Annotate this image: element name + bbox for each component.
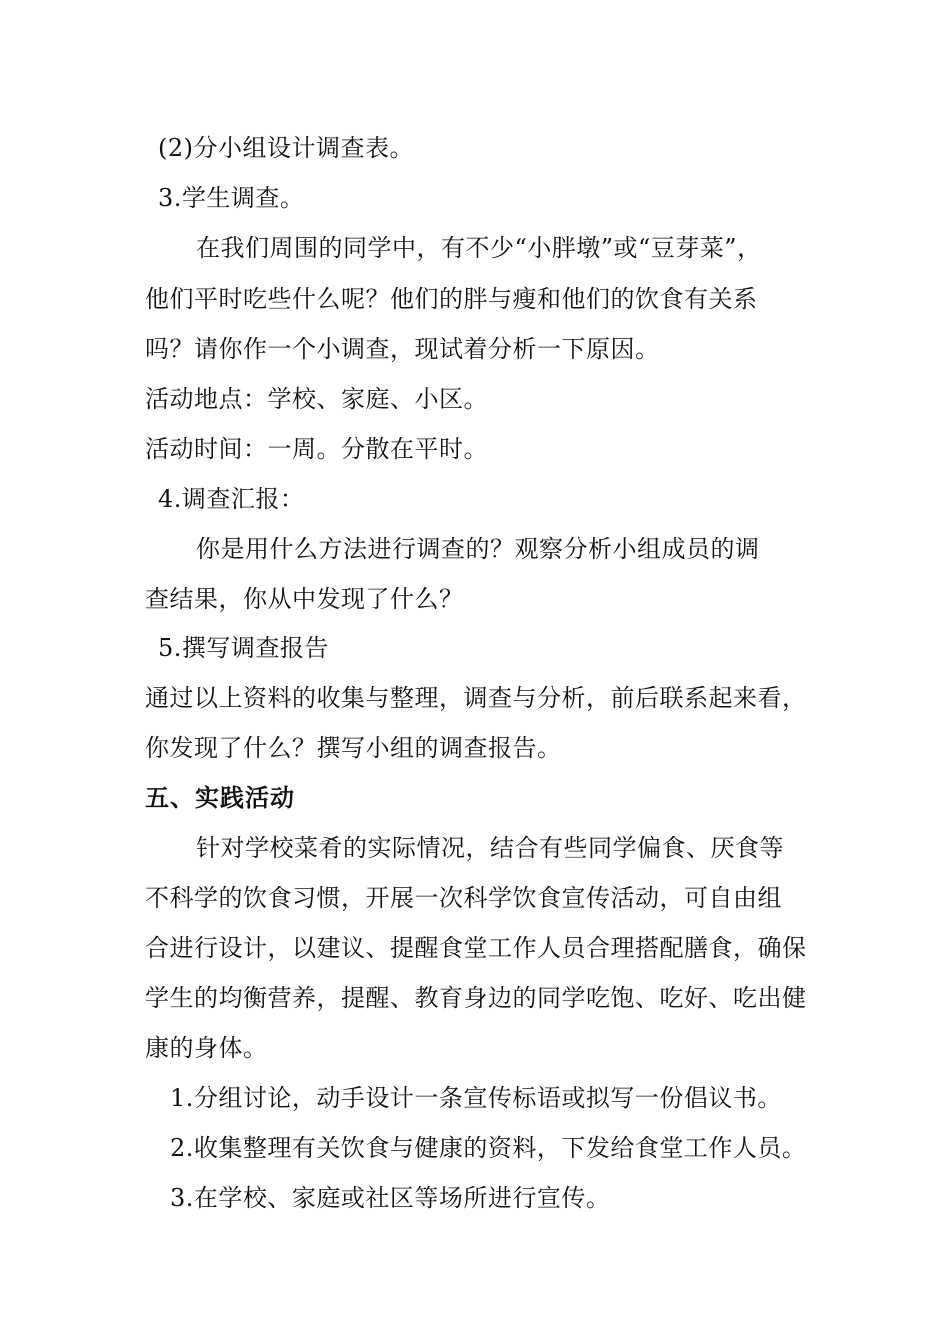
section-heading: 五、实践活动 — [145, 784, 295, 812]
text-line: 1.分组讨论，动手设计一条宣传标语或拟写一份倡议书。 — [170, 1084, 782, 1112]
text-line: 3.在学校、家庭或社区等场所进行宣传。 — [170, 1184, 611, 1212]
text-line: 活动地点：学校、家庭、小区。 — [145, 385, 488, 413]
text-line: (2)分小组设计调查表。 — [158, 134, 414, 162]
text-line: 查结果，你从中发现了什么？ — [145, 585, 464, 613]
text-line: 他们平时吃些什么呢？他们的胖与瘦和他们的饮食有关系 — [145, 285, 758, 313]
text-line: 学生的均衡营养，提醒、教育身边的同学吃饱、吃好、吃出健 — [145, 984, 807, 1012]
text-line: 吗？请你作一个小调查，现试着分析一下原因。 — [145, 335, 660, 363]
text-line: 2.收集整理有关饮食与健康的资料，下发给食堂工作人员。 — [170, 1134, 807, 1162]
text-line: 4.调查汇报： — [158, 485, 305, 513]
text-line: 你是用什么方法进行调查的？观察分析小组成员的调 — [196, 535, 760, 563]
text-line: 活动时间：一周。分散在平时。 — [145, 435, 488, 463]
text-line: 针对学校菜肴的实际情况，结合有些同学偏食、厌食等 — [196, 834, 784, 862]
text-line: 5.撰写调查报告 — [158, 634, 329, 662]
text-line: 合进行设计，以建议、提醒食堂工作人员合理搭配膳食，确保 — [145, 934, 807, 962]
text-line: 不科学的饮食习惯，开展一次科学饮食宣传活动，可自由组 — [145, 884, 782, 912]
text-line: 康的身体。 — [145, 1034, 268, 1062]
text-line: 通过以上资料的收集与整理，调查与分析，前后联系起来看， — [145, 684, 807, 712]
text-line: 在我们周围的同学中，有不少“小胖墩”或“豆芽菜”， — [196, 234, 762, 262]
text-line: 3.学生调查。 — [158, 184, 305, 212]
text-line: 你发现了什么？撰写小组的调查报告。 — [145, 734, 562, 762]
